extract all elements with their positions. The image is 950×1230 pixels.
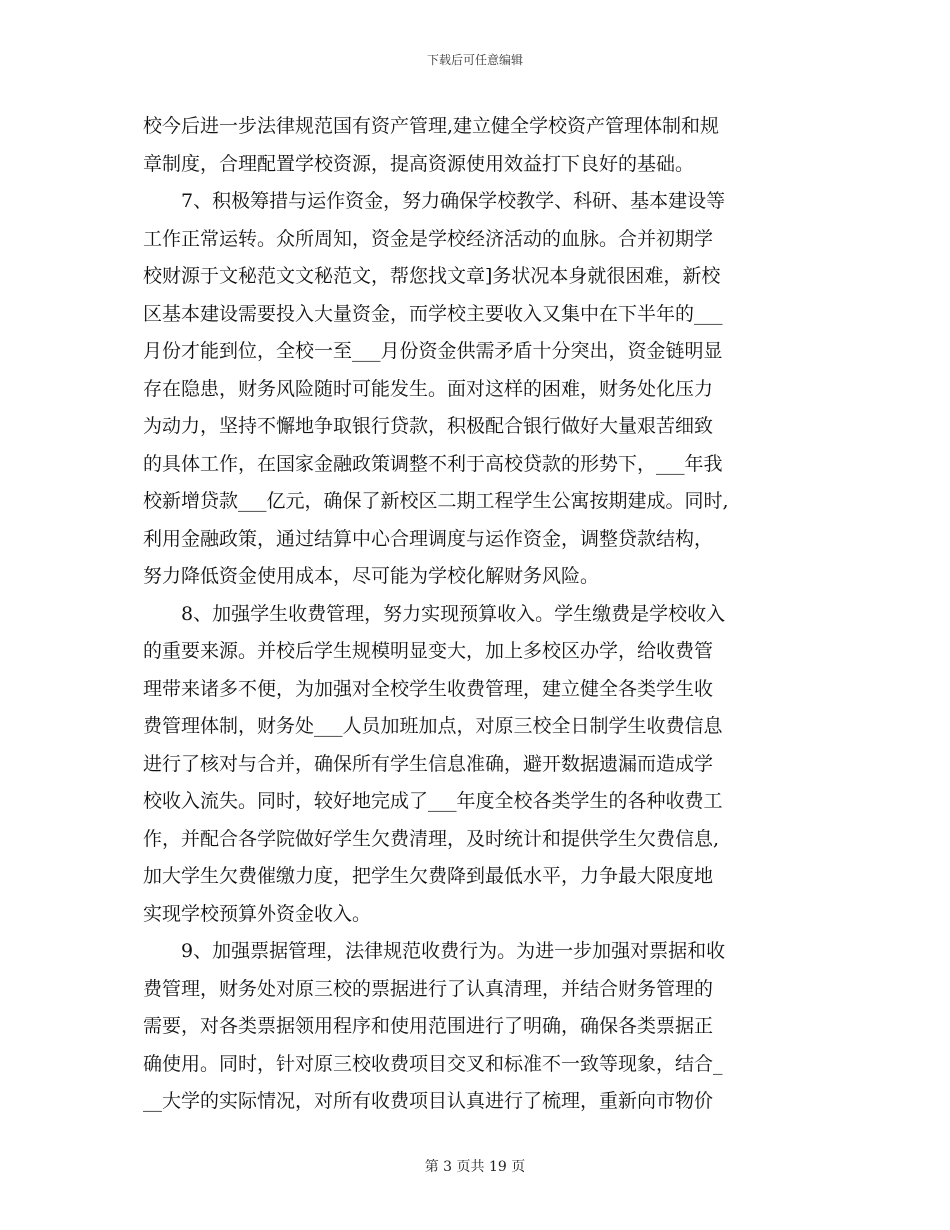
text-line: 章制度，合理配置学校资源，提高资源使用效益打下良好的基础。 xyxy=(143,152,695,175)
text-line: 作，并配合各学院做好学生欠费清理，及时统计和提供学生欠费信息, xyxy=(143,827,720,850)
text-line: 确使用。同时，针对原三校收费项目交叉和标准不一致等现象，结合_ xyxy=(143,1052,723,1075)
page-footer: 第 3 页共 19 页 xyxy=(424,1159,526,1175)
text-line: 为动力，坚持不懈地争取银行贷款，积极配合银行做好大量艰苦细致 xyxy=(143,415,714,437)
text-line: 存在隐患，财务风险随时可能发生。面对这样的困难，财务处化压力 xyxy=(143,377,714,400)
text-line: 区基本建设需要投入大量资金，而学校主要收入又集中在下半年的___ xyxy=(143,302,723,325)
text-line: 进行了核对与合并，确保所有学生信息准确，避开数据遗漏而造成学 xyxy=(143,752,714,775)
text-line: 月份才能到位，全校一至___月份资金供需矛盾十分突出，资金链明显 xyxy=(143,340,723,362)
text-line: 理带来诸多不便，为加强对全校学生收费管理，建立健全各类学生收 xyxy=(143,677,714,700)
text-line: 校收入流失。同时，较好地完成了___年度全校各类学生的各种收费工 xyxy=(143,790,723,812)
text-line: 8、加强学生收费管理，努力实现预算收入。学生缴费是学校收入 xyxy=(181,602,726,625)
text-line: 校财源于文秘范文文秘范文，帮您找文章]务状况本身就很困难，新校 xyxy=(143,265,721,287)
text-line: 需要，对各类票据领用程序和使用范围进行了明确，确保各类票据正 xyxy=(143,1015,714,1037)
page-header: 下载后可任意编辑 xyxy=(426,53,523,67)
text-line: 工作正常运转。众所周知，资金是学校经济活动的血脉。合并初期学 xyxy=(143,227,714,250)
text-line: 的重要来源。并校后学生规模明显变大，加上多校区办学，给收费管 xyxy=(143,640,714,662)
document-body xyxy=(143,108,808,1121)
text-line: 利用金融政策，通过结算中心合理调度与运作资金，调整贷款结构， xyxy=(143,527,714,550)
text-line: 9、加强票据管理，法律规范收费行为。为进一步加强对票据和收 xyxy=(181,940,726,962)
text-line: 费管理体制，财务处___人员加班加点，对原三校全日制学生收费信息 xyxy=(143,715,723,737)
text-line: 7、积极筹措与运作资金，努力确保学校教学、科研、基本建设等 xyxy=(181,190,726,212)
text-line: 实现学校预算外资金收入。 xyxy=(143,902,372,925)
text-line: __大学的实际情况，对所有收费项目认真进行了梳理，重新向市物价 xyxy=(143,1090,714,1112)
text-line: 加大学生欠费催缴力度，把学生欠费降到最低水平，力争最大限度地 xyxy=(143,865,714,887)
text-line: 校新增贷款___亿元，确保了新校区二期工程学生公寓按期建成。同时, xyxy=(143,490,729,512)
text-line: 校今后进一步法律规范国有资产管理,建立健全学校资产管理体制和规 xyxy=(143,115,720,137)
text-line: 的具体工作，在国家金融政策调整不利于高校贷款的形势下，___年我 xyxy=(143,452,723,475)
text-line: 费管理，财务处对原三校的票据进行了认真清理，并结合财务管理的 xyxy=(143,977,714,1000)
text-line: 努力降低资金使用成本，尽可能为学校化解财务风险。 xyxy=(143,565,600,587)
